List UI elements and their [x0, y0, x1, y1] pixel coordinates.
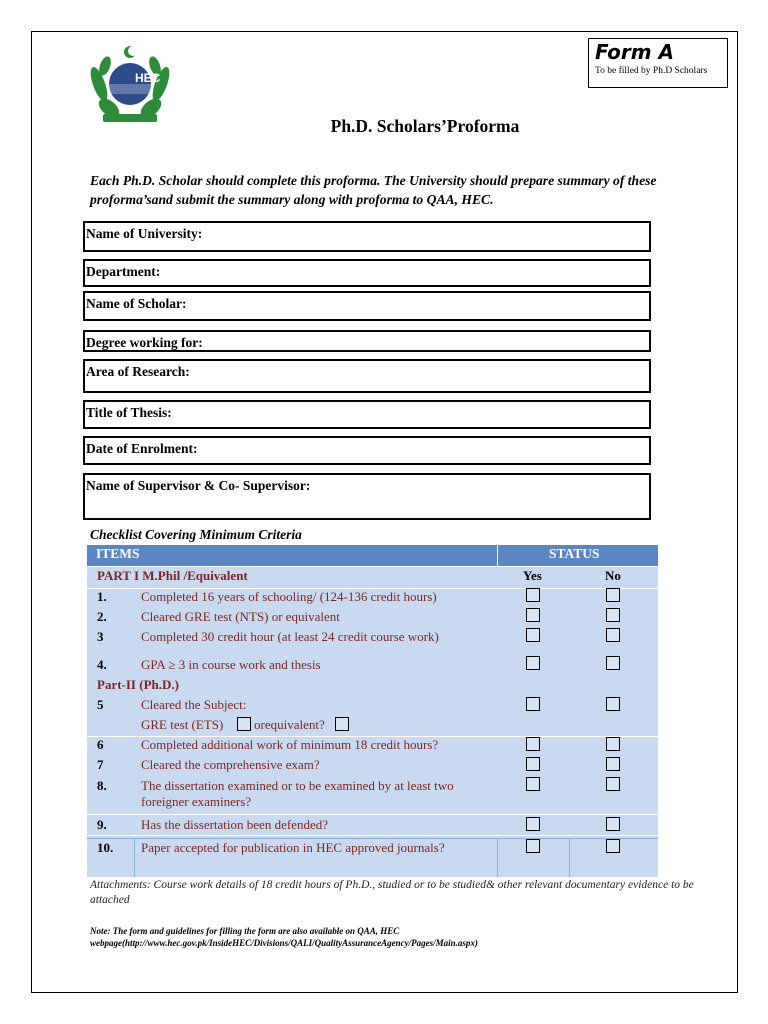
gre-checkbox[interactable] [237, 717, 251, 731]
row-text: Completed 16 years of schooling/ (124-136 credit hours) [141, 589, 437, 604]
no-checkbox[interactable] [606, 628, 620, 642]
checklist-title: Checklist Covering Minimum Criteria [90, 527, 302, 542]
no-checkbox[interactable] [606, 737, 620, 751]
equivalent-checkbox[interactable] [335, 717, 349, 731]
yes-checkbox[interactable] [526, 757, 540, 771]
yes-checkbox[interactable] [526, 777, 540, 791]
no-checkbox[interactable] [606, 839, 620, 853]
checklist-header [87, 545, 658, 566]
row-text-equivalent: orequivalent? [254, 717, 325, 732]
field-supervisor[interactable]: Name of Supervisor & Co- Supervisor: [83, 473, 651, 520]
intro-text: Each Ph.D. Scholar should complete this proforma. The University should prepare summary of these proforma’sand submit the summary along with proforma to QAA, HEC. [90, 173, 657, 207]
form-sublabel: To be filled by Ph.D Scholars [595, 66, 708, 76]
row-text: Has the dissertation been defended? [141, 817, 328, 832]
field-research-area[interactable]: Area of Research: [83, 359, 651, 393]
row-number: 6 [97, 737, 104, 752]
row-text: Completed 30 credit hour (at least 24 credit course work) [141, 629, 439, 644]
row-number: 9. [97, 817, 107, 832]
row-text: Paper accepted for publication in HEC approved journals? [141, 840, 445, 855]
row-number: 2. [97, 609, 107, 624]
row-text: GPA ≥ 3 in course work and thesis [141, 657, 321, 672]
field-enrolment-date[interactable]: Date of Enrolment: [83, 436, 651, 465]
yes-checkbox[interactable] [526, 737, 540, 751]
row-text: Cleared GRE test (NTS) or equivalent [141, 609, 340, 624]
field-thesis-title[interactable]: Title of Thesis: [83, 400, 651, 429]
form-label-box [588, 38, 728, 88]
field-degree[interactable]: Degree working for: [83, 330, 651, 352]
no-checkbox[interactable] [606, 817, 620, 831]
checklist-table [87, 545, 658, 877]
no-checkbox[interactable] [606, 777, 620, 791]
field-scholar[interactable]: Name of Scholar: [83, 291, 651, 321]
row-text: Cleared the Subject: [141, 697, 247, 712]
row-number: 4. [97, 657, 107, 672]
row-number: 3 [97, 629, 104, 644]
row-number: 8. [97, 778, 107, 793]
yes-checkbox[interactable] [526, 608, 540, 622]
row-number: 5 [97, 697, 104, 712]
yes-checkbox[interactable] [526, 588, 540, 602]
no-checkbox[interactable] [606, 656, 620, 670]
no-checkbox[interactable] [606, 608, 620, 622]
row-text: Cleared the comprehensive exam? [141, 757, 320, 772]
yes-checkbox[interactable] [526, 817, 540, 831]
status-column-header: STATUS [549, 546, 600, 561]
no-checkbox[interactable] [606, 757, 620, 771]
row-text: Completed additional work of minimum 18 credit hours? [141, 737, 439, 752]
part2-heading: Part-II (Ph.D.) [97, 677, 179, 692]
no-checkbox[interactable] [606, 588, 620, 602]
no-column-label: No [605, 568, 621, 583]
attachments-note: Attachments: Course work details of 18 credit hours of Ph.D., studied or to be studied& other relevant documentary evidence to be attached [90, 879, 694, 906]
field-university[interactable]: Name of University: [83, 221, 651, 252]
items-column-header: ITEMS [96, 546, 140, 561]
field-department[interactable]: Department: [83, 259, 651, 287]
no-checkbox[interactable] [606, 697, 620, 711]
yes-checkbox[interactable] [526, 656, 540, 670]
form-label: Form A [595, 40, 674, 64]
row-number: 7 [97, 757, 104, 772]
page-title: Ph.D. Scholars’Proforma [330, 116, 520, 136]
logo-text: HEC [135, 71, 161, 85]
yes-checkbox[interactable] [526, 628, 540, 642]
row-text: The dissertation examined or to be examined by at least two foreigner examiners? [141, 778, 454, 809]
row-number: 10. [97, 840, 114, 855]
yes-column-label: Yes [523, 568, 542, 583]
row-number: 1. [97, 589, 107, 604]
yes-checkbox[interactable] [526, 697, 540, 711]
row-text-gre: GRE test (ETS) [141, 717, 224, 732]
yes-checkbox[interactable] [526, 839, 540, 853]
part1-heading: PART I M.Phil /Equivalent [97, 568, 248, 583]
footer-note: Note: The form and guidelines for filling the form are also available on QAA, HEC webpage(http://www.hec.gov.pk/InsideHEC/Divisions/QALI/QualityAssuranceAgency/Pages/Main.aspx) [90, 926, 478, 948]
